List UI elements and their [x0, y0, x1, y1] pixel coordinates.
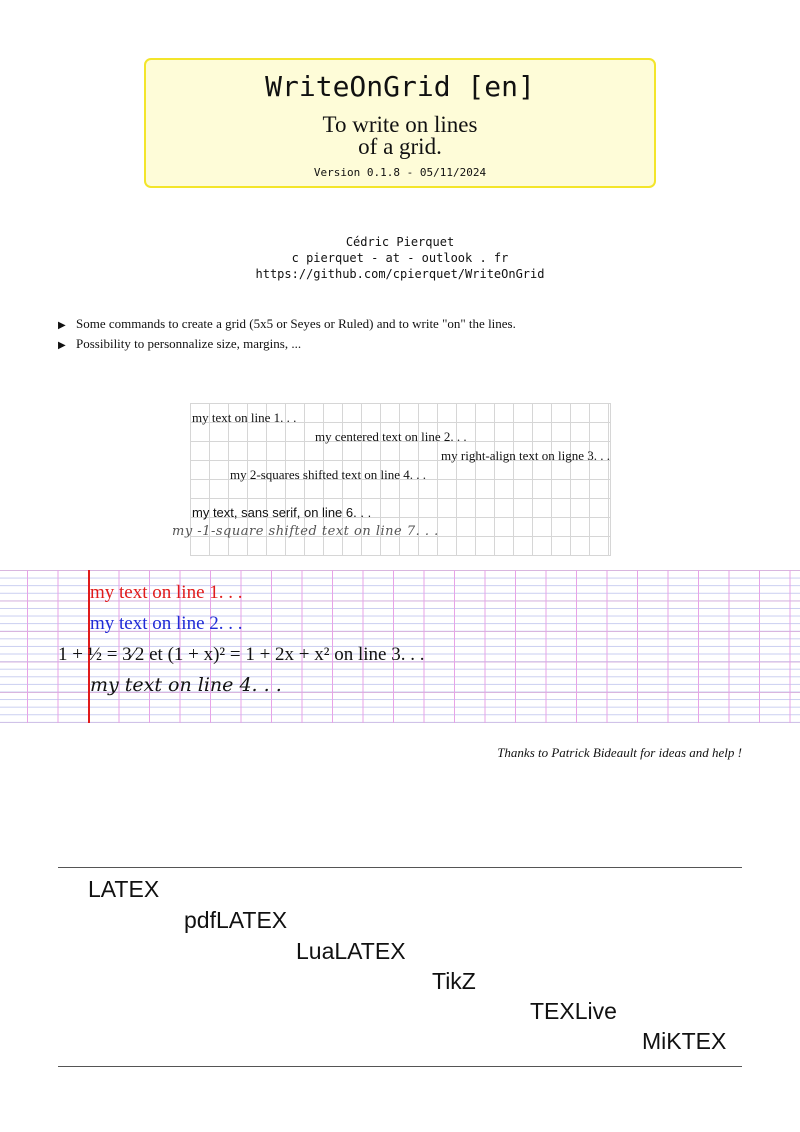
feature-bullet — [58, 336, 301, 352]
seyes-line-text: my text on line 1. . . — [90, 582, 243, 603]
grid-line-text: my text, sans serif, on line 6. . . — [192, 505, 372, 520]
bullet-triangle-icon: ▶ — [58, 320, 66, 331]
seyes-line-text: my text on line 4. . . — [90, 674, 282, 696]
grid-line-text: my 2-squares shifted text on line 4. . . — [230, 467, 427, 482]
feature-bullet — [58, 316, 516, 332]
grid-line-text: my text on line 1. . . — [192, 410, 297, 425]
version-label: Version 0.1.8 - 05/11/2024 — [313, 166, 487, 179]
grid-5x5-demo — [172, 403, 611, 556]
seyes-math-line: 1 + ½ = 3⁄2 et (1 + x)² = 1 + 2x + x² on line 3. . . — [58, 644, 425, 665]
author-name: Cédric Pierquet — [345, 235, 455, 249]
bottom-rule — [58, 1066, 742, 1067]
thanks-note: Thanks to Patrick Bideault for ideas and help ! — [497, 745, 742, 760]
bullet-triangle-icon: ▶ — [58, 340, 66, 351]
pdflatex-logo: pdfLATEX — [184, 907, 288, 933]
subtitle-line-2: of a grid. — [358, 134, 442, 159]
latex-logo: LATEX — [88, 876, 160, 902]
seyes-line-text: my text on line 2. . . — [90, 613, 243, 634]
author-email: c pierquet - at - outlook . fr — [291, 251, 509, 265]
title-box — [144, 58, 656, 188]
miktex-logo: MiKTEX — [642, 1028, 727, 1054]
document-title: WriteOnGrid [en] — [265, 70, 535, 103]
subtitle-line-1: To write on lines — [322, 112, 478, 137]
tikz-logo: TikZ — [432, 968, 476, 994]
lualatex-logo: LuaLATEX — [296, 938, 406, 964]
grid-line-text: my centered text on line 2. . . — [315, 429, 467, 444]
grid-line-text: my -1-square shifted text on line 7. . . — [172, 524, 439, 539]
texlive-logo: TEXLive — [530, 998, 617, 1024]
top-rule — [58, 867, 742, 868]
grid-line-text: my right-align text on ligne 3. . . — [441, 448, 610, 463]
bullet-text: Possibility to personnalize size, margins, ... — [76, 336, 302, 351]
author-url[interactable]: https://github.com/cpierquet/WriteOnGrid — [255, 267, 545, 281]
bullet-text: Some commands to create a grid (5x5 or Seyes or Ruled) and to write "on" the lines. — [76, 316, 516, 331]
seyes-grid-demo — [0, 570, 800, 723]
